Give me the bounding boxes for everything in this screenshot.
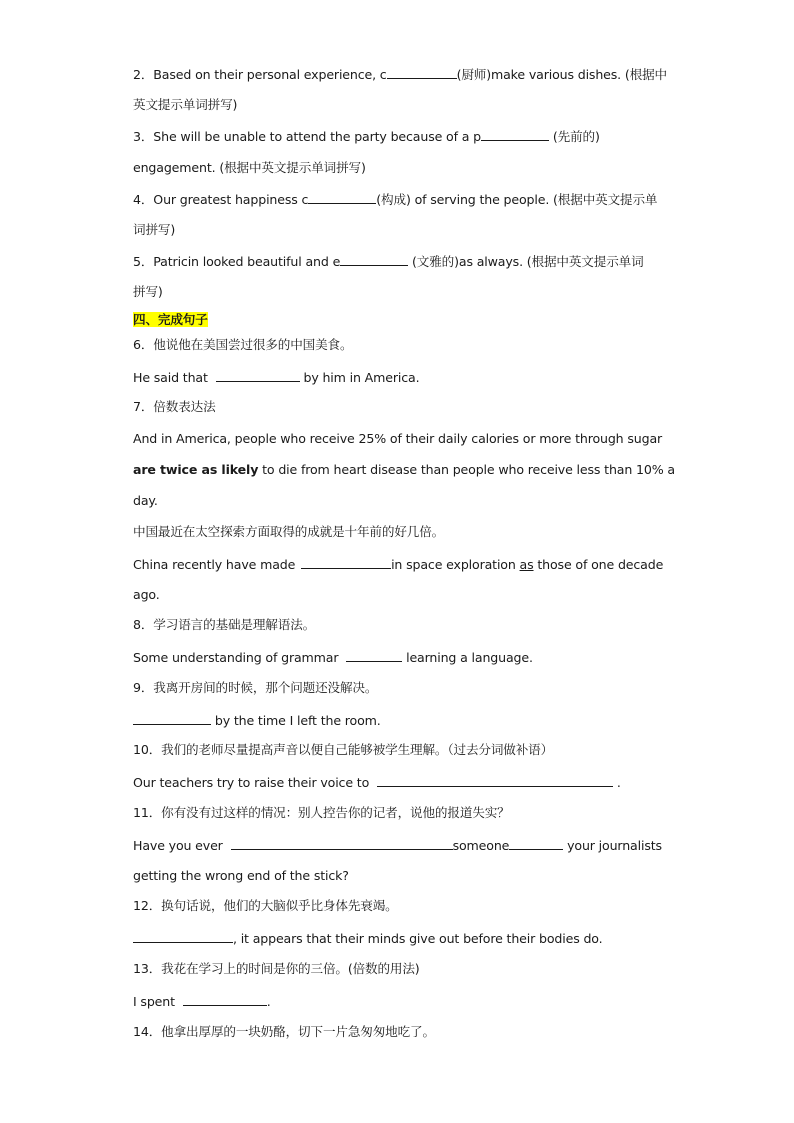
q4-text-b: (构成) of serving the people. (根据中英文提示单 [376, 192, 658, 207]
q11-answer-blank-2[interactable] [509, 837, 563, 850]
q6-chinese: 6．他说他在美国尝过很多的中国美食。 [133, 337, 353, 352]
q7-example-line2 [133, 462, 676, 478]
q10-english [133, 774, 673, 791]
q3-answer-blank[interactable] [481, 128, 549, 141]
section-heading-row [133, 312, 673, 328]
q10-text-b: . [612, 775, 621, 790]
q13-text-a: I spent [133, 994, 179, 1009]
q10-answer-blank[interactable] [377, 774, 613, 787]
q11-chinese: 11．你有没有过这样的情况：别人控告你的记者，说他的报道失实？ [133, 805, 510, 820]
q5-answer-blank[interactable] [340, 253, 408, 266]
q7-english [133, 556, 673, 573]
q7-answer-blank[interactable] [301, 556, 391, 569]
q12-text-b: , it appears that their minds give out before their bodies do. [233, 931, 603, 946]
q13-chinese: 13．我花在学习上的时间是你的三倍。(倍数的用法) [133, 961, 420, 976]
q4-text-a: 4．Our greatest happiness c [133, 192, 309, 207]
q6-answer-blank[interactable] [216, 369, 300, 382]
q14-chinese: 14．他拿出厚厚的一块奶酪，切下一片急匆匆地吃了。 [133, 1024, 435, 1039]
q2-text-b: (厨师)make various dishes. (根据中 [456, 67, 667, 82]
q9-chinese: 9．我离开房间的时候，那个问题还没解决。 [133, 680, 378, 695]
q5-text-b: (文雅的)as always. (根据中英文提示单词 [408, 254, 644, 269]
section-heading: 四、完成句子 [133, 312, 208, 327]
q12-answer-blank[interactable] [133, 930, 233, 943]
q4-answer-blank[interactable] [308, 191, 376, 204]
q7-text-a: China recently have made [133, 557, 300, 572]
q2-line1 [133, 66, 673, 83]
q5-text-a: 5．Patricin looked beautiful and e [133, 254, 341, 269]
q4-line2: 词拼写) [133, 222, 176, 237]
q7-chinese: 中国最近在太空探索方面取得的成就是十年前的好几倍。 [133, 524, 445, 539]
q11-answer-blank-1[interactable] [231, 837, 453, 850]
q9-text-b: by the time I left the room. [211, 713, 381, 728]
q10-text-a: Our teachers try to raise their voice to [133, 775, 373, 790]
q8-text-a: Some understanding of grammar [133, 650, 343, 665]
q7-english-line2: ago. [133, 587, 160, 602]
q7-text-c: those of one decade [533, 557, 664, 572]
q13-text-b: . [266, 994, 271, 1009]
q7-example-bold: are twice as likely [133, 462, 259, 477]
q9-english [133, 712, 673, 729]
q7-title: 7．倍数表达法 [133, 399, 216, 414]
q10-chinese: 10．我们的老师尽量提高声音以便自己能够被学生理解。（过去分词做补语） [133, 742, 554, 757]
q3-line2: engagement. (根据中英文提示单词拼写) [133, 160, 366, 175]
q12-chinese: 12．换句话说，他们的大脑似乎比身体先衰竭。 [133, 898, 398, 913]
q11-text-a: Have you ever [133, 838, 227, 853]
q3-text-a: 3．She will be unable to attend the party because of a p [133, 129, 482, 144]
q7-example-line3: day. [133, 493, 158, 508]
q6-text-b: by him in America. [299, 370, 420, 385]
q6-text-a: He said that [133, 370, 212, 385]
q13-answer-blank[interactable] [183, 993, 267, 1006]
q8-answer-blank[interactable] [346, 649, 402, 662]
q8-text-b: learning a language. [402, 650, 533, 665]
q3-text-b: (先前的) [549, 129, 600, 144]
q5-line2: 拼写) [133, 284, 163, 299]
q6-english [133, 369, 673, 386]
q3-line1 [133, 128, 673, 145]
q7-example-line1: And in America, people who receive 25% of their daily calories or more through sugar [133, 431, 663, 446]
q9-answer-blank[interactable] [133, 712, 211, 725]
q5-line1 [133, 253, 673, 270]
q2-answer-blank[interactable] [387, 66, 457, 79]
q8-chinese: 8．学习语言的基础是理解语法。 [133, 617, 316, 632]
q2-line2: 英文提示单词拼写) [133, 97, 238, 112]
q2-text-a: 2．Based on their personal experience, c [133, 67, 387, 82]
q11-text-c: your journalists [563, 838, 662, 853]
q7-text-b: in space exploration [391, 557, 520, 572]
q7-example-rest: to die from heart disease than people who receive less than 10% a [258, 462, 676, 477]
q7-text-as: as [519, 557, 534, 572]
q11-text-b: someone [452, 838, 510, 853]
q11-english-line2: getting the wrong end of the stick? [133, 868, 349, 883]
q13-english [133, 993, 673, 1010]
q4-line1 [133, 191, 673, 208]
q12-english [133, 930, 673, 947]
q8-english [133, 649, 673, 666]
q11-english [133, 837, 673, 854]
